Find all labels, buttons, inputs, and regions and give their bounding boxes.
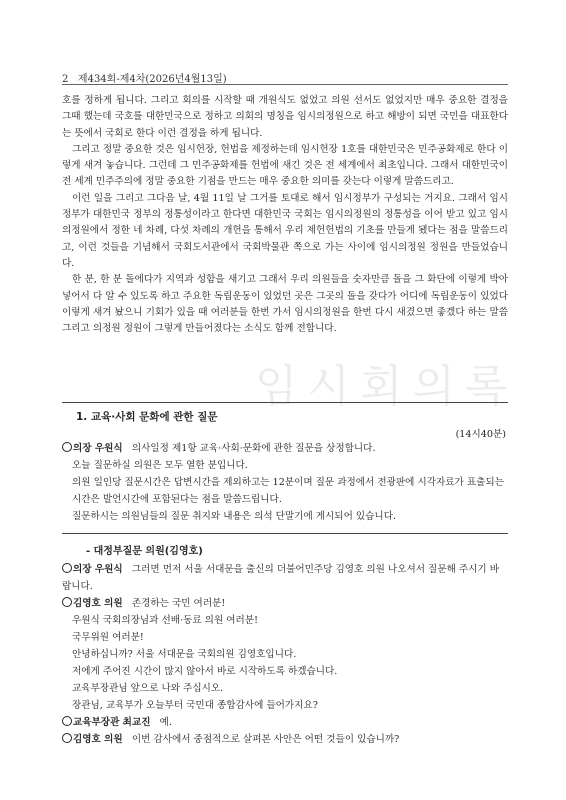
paragraph: 호를 정하게 됩니다. 그리고 회의를 시작할 때 개원식도 없었고 의원 선서도 없었지만 매우 중요한 결정을 그때 했는데 국호를 대한민국으로 정하고 의회의 명칭을 임시의정원으로 하고 해방이 되면 국민을 대표한다는 뜻에서 국회로 한다 이런 결정을 하게 됩니다. — [62, 95, 508, 139]
page-number: 2 — [62, 74, 69, 85]
paragraph: 한 분, 한 분 돌에다가 지역과 성함을 새기고 그래서 우리 의원들을 숫자만큼 돌을 그 화단에 이렇게 박아 넣어서 다 알 수 있도록 하고 주요한 독립운동이 있었던 곳은 그곳의 돌을 갖다가 어디에 독립운동이 있었다 이렇게 새겨 놨으니 기회가 있을 때 여러분들 한번 가서 임시의정원을 한번 다시 새겼으면 좋겠다 하는 말씀 그리고 의정원 정원이 그렇게 만들어졌다는 소식도 함께 전합니다. — [62, 274, 508, 335]
paragraph: 그리고 정말 중요한 것은 임시헌장, 헌법을 제정하는데 임시헌장 1호를 대한민국은 민주공화제로 한다 이렇게 새겨 놓습니다. 그런데 그 민주공화제를 헌법에 새긴 것은 전 세계에서 최초입니다. 그래서 대한민국이 전 세계 민주주의에 정말 중요한 기점을 만드는 매우 중요한 의미를 갖는다 이렇게 말씀드리고. — [62, 143, 508, 188]
speaker-bullet-icon — [62, 733, 72, 743]
section-title: 1. 교육·사회 문화에 관한 질문 — [76, 411, 218, 423]
chair-statement — [62, 440, 508, 525]
speech-text: 그러면 먼저 서울 서대문을 출신의 더불어민주당 김영호 의원 나오셔서 질문해 주시기 바랍니다. — [62, 564, 500, 592]
intro-text — [62, 93, 508, 337]
speech-line: 안녕하십니까? 서울 서대문을 국회의원 김영호입니다. — [72, 649, 297, 660]
speech-line: 오늘 질문하실 의원은 모두 열한 분입니다. — [72, 460, 248, 471]
speaker-line — [62, 731, 508, 748]
section-time: (14시40분) — [455, 429, 506, 440]
dialogue — [62, 561, 508, 748]
speaker-bullet-icon — [62, 563, 72, 573]
meeting-info: 제434회-제4차(2026년4월13일) — [77, 74, 227, 85]
speaker-bullet-icon — [62, 442, 72, 452]
speaker-name: 김영호 의원 — [73, 598, 123, 609]
speech-line: 우원식 국회의장님과 선배·동료 의원 여러분! — [72, 615, 258, 626]
section-divider-bottom — [62, 533, 508, 534]
speaker-bullet-icon — [62, 716, 72, 726]
speech-text: 예. — [159, 717, 172, 728]
speaker-line — [62, 595, 508, 612]
speaker-line — [62, 561, 508, 595]
section-divider-top — [62, 402, 508, 403]
header-divider — [62, 84, 508, 85]
speaker-name: 김영호 의원 — [73, 734, 123, 745]
speech-line: 저에게 주어진 시간이 많지 않아서 바로 시작하도록 하겠습니다. — [72, 666, 338, 677]
speech-line: 질문하시는 의원님들의 질문 취지와 내용은 의석 단말기에 게시되어 있습니다. — [72, 511, 397, 522]
speaker-bullet-icon — [62, 597, 72, 607]
speech-line: 장관님, 교육부가 오늘부터 국민대 종합감사에 들어가지요? — [72, 700, 318, 711]
speech-text: 존경하는 국민 여러분! — [131, 598, 226, 609]
speech-line: 의원 일인당 질문시간은 답변시간을 제외하고는 12분이며 질문 과정에서 전광판에 시각자료가 표출되는 시간은 발언시간에 포함된다는 점을 말씀드립니다. — [72, 477, 504, 505]
subsection-title: - 대정부질문 의원(김영호) — [86, 546, 203, 557]
page-header — [62, 70, 227, 85]
speech-text: 의사일정 제1항 교육·사회·문화에 관한 질문을 상정합니다. — [131, 443, 376, 454]
speaker-name: 의장 우원식 — [73, 564, 123, 575]
paragraph: 이런 일을 그리고 그다음 날, 4월 11일 날 그거를 토대로 해서 임시정부가 구성되는 거지요. 그래서 임시정부가 대한민국 정부의 정통성이라고 한다면 대한민국 국회는 임시의정원의 정통성을 이어 받고 있고 임시의정원에서 정한 네 차례, 다섯 차례의 개헌을 통해서 우리 제헌헌법의 기초를 만들게 됐다는 점을 말씀드리고, 이런 것들을 기념해서 국회도서관에서 국회박물관 쪽으로 가는 사이에 임시의정원 정원을 만들었습니다. — [62, 192, 508, 269]
speaker-name: 의장 우원식 — [73, 443, 123, 454]
speaker-line — [62, 440, 508, 457]
speech-text: 이번 감사에서 중점적으로 살펴본 사안은 어떤 것들이 있습니까? — [131, 734, 400, 745]
speaker-line — [62, 714, 508, 731]
watermark: 임시회의록 — [255, 361, 518, 412]
speech-line: 교육부장관님 앞으로 나와 주십시오. — [72, 683, 224, 694]
speech-line: 국무위원 여러분! — [72, 632, 144, 643]
speaker-name: 교육부장관 최교진 — [73, 717, 151, 728]
